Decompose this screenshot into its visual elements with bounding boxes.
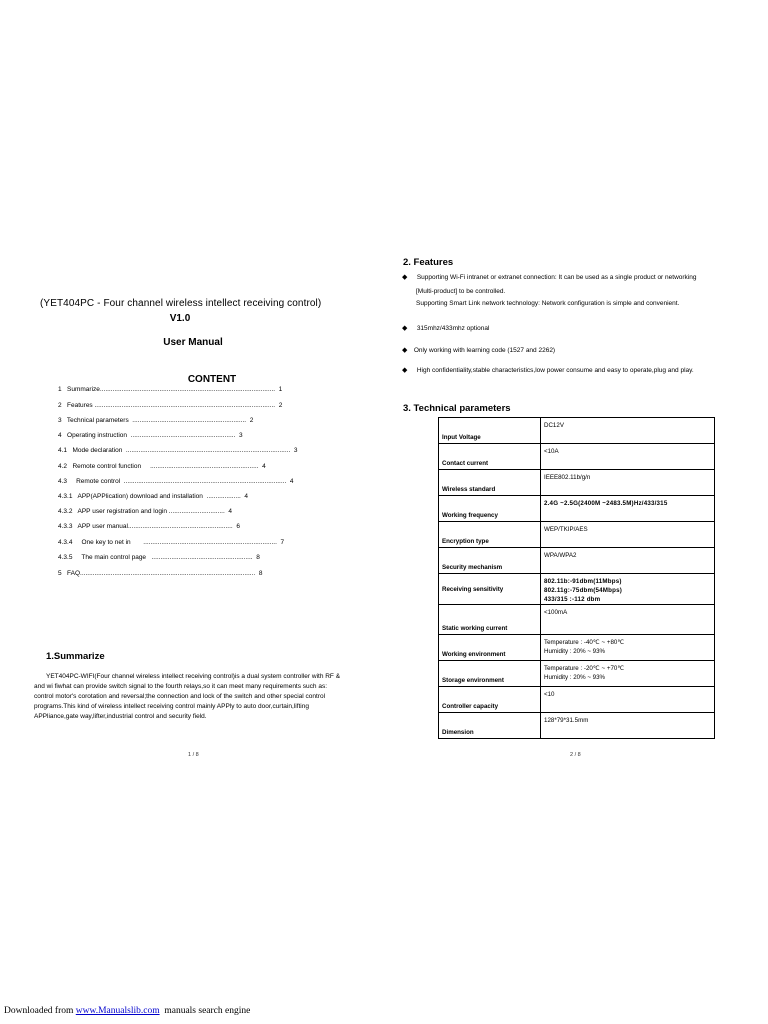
param-name: Static working current — [439, 605, 541, 635]
technical-parameters-table — [438, 417, 715, 739]
toc-item[interactable]: 4.3.2 APP user registration and login ............................... 4 — [58, 508, 233, 515]
param-value: Temperature : -20℃ ~ +70℃ Humidity : 20% ~ 93% — [541, 661, 715, 687]
diamond-bullet-icon: ◆ — [402, 325, 408, 332]
document-title: (YET404PC - Four channel wireless intellect receiving control) — [40, 298, 322, 309]
table-row — [439, 661, 715, 687]
table-row — [439, 548, 715, 574]
table-row — [439, 496, 715, 522]
table-row — [439, 470, 715, 496]
param-value: <10A — [541, 444, 715, 470]
diamond-bullet-icon: ◆ — [402, 367, 408, 374]
list-item-line: [Multi-product] to be controlled. — [416, 288, 506, 295]
param-value: 2.4G ~2.5G(2400M ~2483.5M)Hz/433/315 — [541, 496, 715, 522]
toc-item[interactable]: 4.2 Remote control function ............................................................ 4 — [58, 463, 266, 470]
param-value: 802.11b:-91dbm(11Mbps) 802.11g:-75dbm(54Mbps) 433/315 :-112 dbm — [541, 574, 715, 605]
list-item: ◆ High confidentiality,stable characteristics,low power consume and easy to operate,plug and play. — [402, 367, 694, 374]
param-name: Wireless standard — [439, 470, 541, 496]
toc-item[interactable]: 5 FAQ................................................................................................. 8 — [58, 570, 263, 577]
toc-item[interactable]: 4.1 Mode declaration ........................................................................................... 3 — [58, 447, 298, 454]
download-footer — [4, 1006, 250, 1016]
summarize-heading: 1.Summarize — [46, 651, 105, 662]
technical-parameters-heading: 3. Technical parameters — [403, 403, 511, 414]
document-subtitle: User Manual — [163, 337, 223, 348]
footer-suffix: manuals search engine — [159, 1006, 251, 1016]
table-row — [439, 713, 715, 739]
table-row — [439, 687, 715, 713]
param-name: Receiving sensitivity — [439, 574, 541, 605]
param-value: DC12V — [541, 418, 715, 444]
toc-item[interactable]: 4.3.4 One key to net in .......................................................................... 7 — [58, 539, 285, 546]
param-name: Encryption type — [439, 522, 541, 548]
param-value: <10 — [541, 687, 715, 713]
summarize-text: YET404PC-WIFI(Four channel wireless intellect receiving control)is a dual system controller with RF & and wi fiwhat can provide switch signal to the fourth relays,so it can meet many requirements such as: control motor's corotation and reversal;the connection and lock of the switch and other special control programs.This kind of wireless intellect receiving control mainly APPly to auto door,curtain,lifting APPliance,gate way,lifter,industrial control and security field. — [34, 673, 341, 720]
table-row — [439, 522, 715, 548]
footer-prefix: Downloaded from — [4, 1006, 76, 1016]
toc-item[interactable]: 3 Technical parameters ............................................................... 2 — [58, 417, 254, 424]
page-number: 1 / 8 — [188, 752, 199, 758]
param-value: 128*79*31.5mm — [541, 713, 715, 739]
page-number: 2 / 8 — [570, 752, 581, 758]
features-heading: 2. Features — [403, 257, 454, 268]
param-name: Contact current — [439, 444, 541, 470]
param-value: Temperature : -40℃ ~ +80℃ Humidity : 20% ~ 93% — [541, 635, 715, 661]
list-item: ◆ Supporting Wi-Fi intranet or extranet connection: It can be used as a single product or networking — [402, 274, 697, 281]
toc-item[interactable]: 4.3 Remote control .......................................................................................... 4 — [58, 478, 294, 485]
param-name: Storage environment — [439, 661, 541, 687]
table-row — [439, 574, 715, 605]
toc-item[interactable]: 4.3.3 APP user manual.......................................................... 6 — [58, 523, 240, 530]
diamond-bullet-icon: ◆ — [402, 347, 408, 354]
document-version: V1.0 — [169, 313, 191, 324]
manualslib-link[interactable]: www.Manualslib.com — [75, 1006, 160, 1016]
param-name: Controller capacity — [439, 687, 541, 713]
param-value: <100mA — [541, 605, 715, 635]
toc-item[interactable]: 2 Features .................................................................................................... 2 — [58, 402, 283, 409]
param-value: IEEE802.11b/g/n — [541, 470, 715, 496]
toc-item[interactable]: 1 Summarize................................................................................................. 1 — [58, 386, 283, 393]
param-name: Input Voltage — [439, 418, 541, 444]
content-heading: CONTENT — [187, 374, 237, 385]
list-item: ◆ Only working with learning code (1527 and 2262) — [402, 347, 556, 354]
param-value: WEP/TKIP/AES — [541, 522, 715, 548]
param-value: WPA/WPA2 — [541, 548, 715, 574]
list-item-line: Supporting Smart Link network technology: Network configuration is simple and convenient. — [416, 300, 680, 307]
table-row — [439, 605, 715, 635]
param-name: Dimension — [439, 713, 541, 739]
list-item: ◆ 315mhz/433mhz optional — [402, 325, 490, 332]
toc-item[interactable]: 4.3.1 APP(APPlication) download and installation ................... 4 — [58, 493, 249, 500]
table-row — [439, 635, 715, 661]
diamond-bullet-icon: ◆ — [402, 274, 408, 281]
param-name: Security mechanism — [439, 548, 541, 574]
toc-item[interactable]: 4.3.5 The main control page ........................................................ 8 — [58, 554, 260, 561]
toc-item[interactable]: 4 Operating instruction .......................................................... 3 — [58, 432, 243, 439]
param-name: Working environment — [439, 635, 541, 661]
table-row — [439, 444, 715, 470]
table-row — [439, 418, 715, 444]
param-name: Working frequency — [439, 496, 541, 522]
